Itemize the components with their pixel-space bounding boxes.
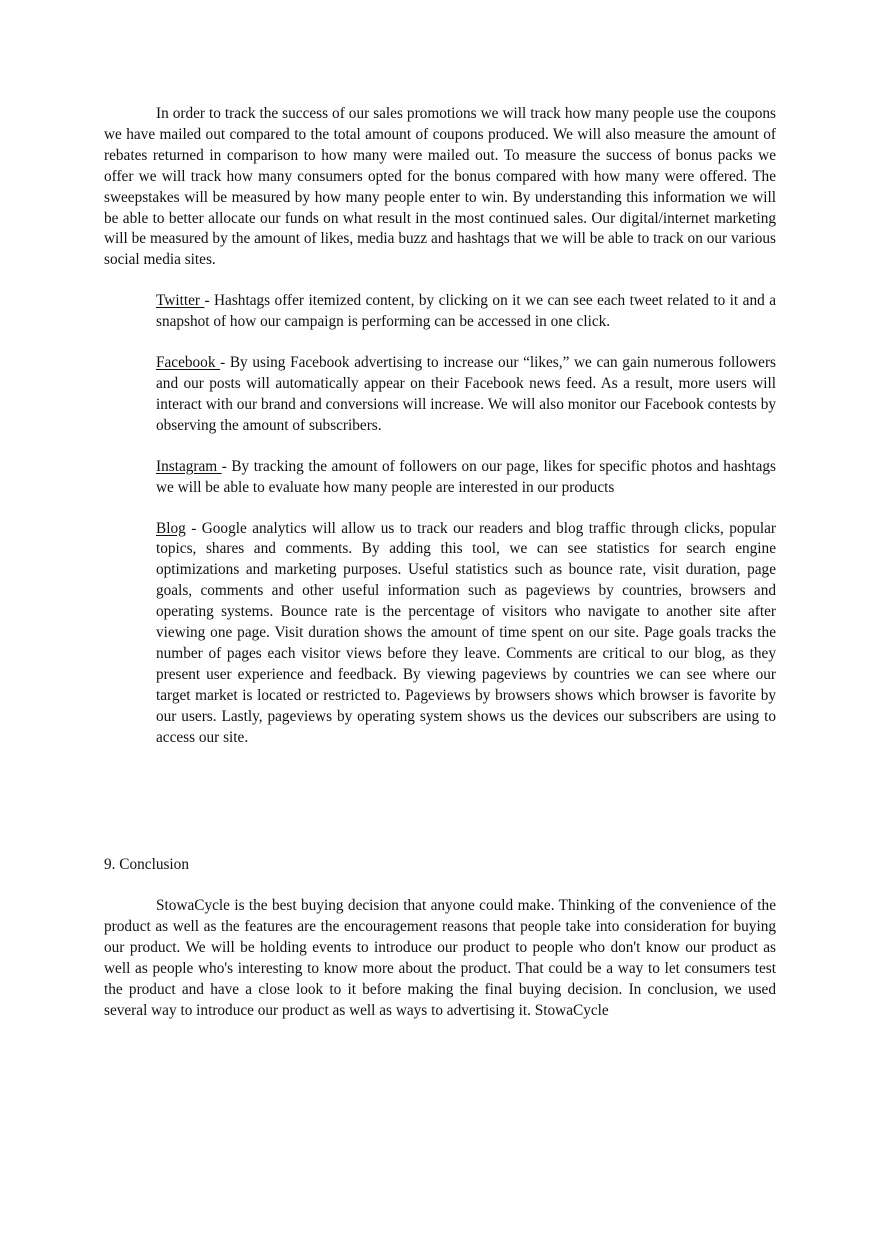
channel-term-twitter: Twitter	[156, 292, 205, 310]
channel-text-instagram: - By tracking the amount of followers on our page, likes for specific photos and hashtags we will be able to evaluate how many people are interested in our products	[156, 457, 776, 496]
channel-term-blog: Blog	[156, 519, 186, 537]
conclusion-paragraph: StowaCycle is the best buying decision that anyone could make. Thinking of the convenience of the product as well as the features are the encouragement reasons that people take into consideration for buying our product. We will be holding events to introduce our product to people who don't know our product as well as people who's interesting to know more about the product. That could be a way to let consumers test the product and have a close look to it before making the final buying decision. In conclusion, we used several way to introduce our product as well as ways to advertising it. StowaCycle	[104, 897, 776, 1019]
channel-text-blog: - Google analytics will allow us to track our readers and blog traffic through clicks, popular topics, shares and comments. By adding this tool, we can see statistics for search engine optimizations and marketing purposes. Useful statistics such as bounce rate, visit duration, page goals, comments and other useful information such as pageviews by countries, browsers and operating systems. Bounce rate is the percentage of visitors who navigate to another site after viewing one page. Visit duration shows the amount of time spent on our site. Page goals tracks the number of pages each visitor views before they leave. Comments are critical to our blog, as they present user experience and feedback. By viewing pageviews by countries we can see where our target market is located or restricted to. Pageviews by browsers shows which browser is favorite by our users. Lastly, pageviews by operating system shows us the devices our subscribers are using to access our site.	[156, 519, 776, 746]
intro-paragraph: In order to track the success of our sales promotions we will track how many people use the coupons we have mailed out compared to the total amount of coupons produced. We will also measure the amount of rebates returned in comparison to how many were mailed out. To measure the success of bonus packs we offer we will track how many consumers opted for the bonus compared with how many were offered. The sweepstakes will be measured by how many people enter to win. By understanding this information we will be able to better allocate our funds on what result in the most continued sales. Our digital/internet marketing will be measured by the amount of likes, media buzz and hashtags that we will be able to track on our various social media sites.	[104, 105, 776, 269]
document-body	[104, 104, 776, 748]
channel-term-instagram: Instagram	[156, 457, 222, 475]
channel-text-facebook: - By using Facebook advertising to increase our “likes,” we can gain numerous followers and our posts will automatically appear on their Facebook news feed. As a result, more users will interact with our brand and conversions will increase. We will also monitor our Facebook contests by observing the amount of subscribers.	[156, 354, 777, 434]
channel-text-twitter: - Hashtags offer itemized content, by clicking on it we can see each tweet related to it and a snapshot of how our campaign is performing can be accessed in one click.	[156, 292, 776, 331]
channel-instagram	[156, 457, 776, 499]
channel-term-facebook: Facebook	[156, 354, 221, 372]
channel-facebook	[156, 353, 776, 437]
channel-twitter	[156, 291, 776, 333]
channel-blog	[156, 519, 776, 749]
section-heading: 9. Conclusion	[104, 856, 189, 873]
